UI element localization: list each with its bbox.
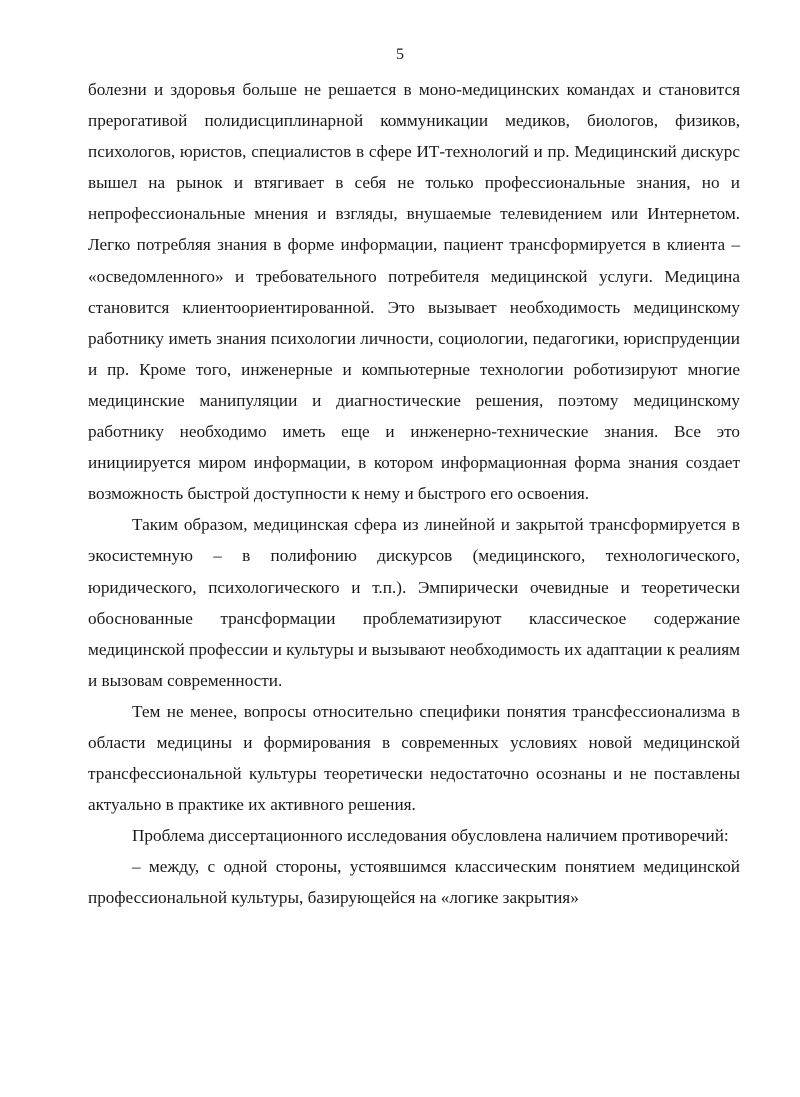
page-number: 5	[396, 46, 404, 63]
paragraph-transformation: Таким образом, медицинская сфера из линейной и закрытой трансформируется в экосистемную – в полифонию дискурсов (медицинского, технологического, юридического, психологического и т.п.). Эмпирически очевидные и теоретически обоснованные трансформации проблематизируют классическое содержание медицинской профессии и культуры и вызывают необходимость их адаптации к реалиям и вызовам современности.	[88, 515, 740, 690]
paragraph-problem: Проблема диссертационного исследования обусловлена наличием противоречий:	[132, 826, 729, 846]
body-text	[88, 74, 740, 914]
paragraph-nevertheless: Тем не менее, вопросы относительно специфики понятия трансфессионализма в области медицины и формирования в современных условиях новой медицинской трансфессиональной культуры теоретически недостаточно осознаны и не поставлены актуально в практике их активного решения.	[88, 701, 740, 815]
paragraph-contradiction-item: – между, с одной стороны, устоявшимся классическим понятием медицинской профессиональной культуры, базирующейся на «логике закрытия»	[88, 857, 740, 908]
paragraph-continuation: болезни и здоровья больше не решается в моно-медицинских командах и становится прерогативой полидисциплинарной коммуникации медиков, биологов, физиков, психологов, юристов, специалистов в сфере ИТ-технологий и пр. Медицинский дискурс вышел на рынок и втягивает в себя не только профессиональные знания, но и непрофессиональные мнения и взгляды, внушаемые телевидением или Интернетом. Легко потребляя знания в форме информации, пациент трансформируется в клиента – «осведомленного» и требовательного потребителя медицинской услуги. Медицина становится клиентоориентированной. Это вызывает необходимость медицинскому работнику иметь знания психологии личности, социологии, педагогики, юриспруденции и пр. Кроме того, инженерные и компьютерные технологии роботизируют многие медицинские манипуляции и диагностические решения, поэтому медицинскому работнику необходимо иметь еще и инженерно-технические знания. Все это инициируется миром информации, в котором информационная форма знания создает возможность быстрой доступности к нему и быстрого его освоения.	[88, 80, 740, 504]
